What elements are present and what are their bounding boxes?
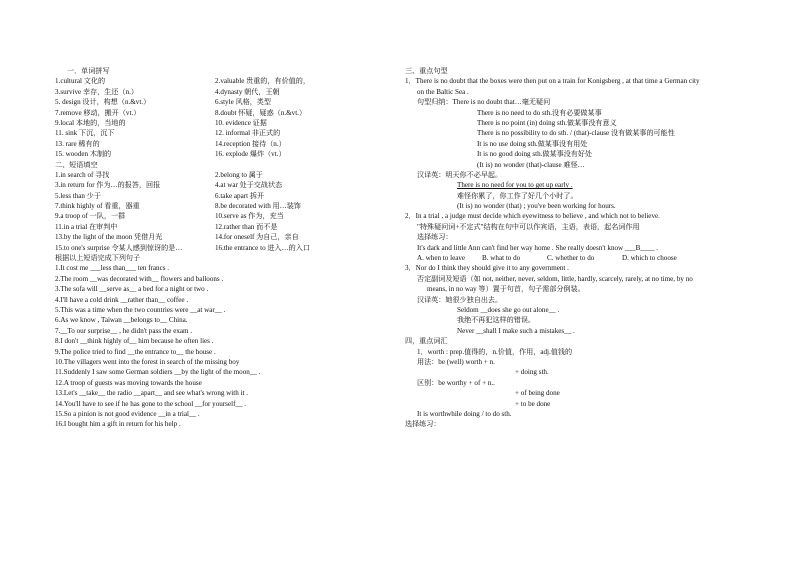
fill-sentence: 13.Let's __take__ the radio __apart__ and see what's wrong with it . — [55, 389, 249, 398]
vocab-item: 12. informal 非正式的 — [215, 129, 281, 138]
worth-difference-3: + to be done — [515, 399, 551, 408]
vocab-item: 16. explode 爆炸（vt.） — [215, 150, 286, 159]
vocab-row — [55, 76, 385, 86]
vocab-item: 4.dynasty 朝代，王朝 — [215, 87, 280, 96]
pattern3-rule-cont: means, in no way 等）置于句首，句子需部分倒装。 — [427, 285, 585, 294]
pattern3-sentence: 3．Nor do I think they should give it to any government . — [405, 264, 569, 273]
option-b: B. what to do — [482, 254, 521, 263]
phrase-item: 15.to one's surprise 令某人感到惊讶的是… — [55, 243, 183, 252]
vocab-row — [55, 108, 385, 118]
option-a: A. when to leave — [417, 254, 466, 263]
phrase-row — [55, 211, 385, 221]
phrase-item: 12.rather than 而不是 — [215, 222, 278, 231]
pattern2-options — [405, 253, 775, 263]
fill-sentence: 4.I'll have a cold drink __rather than__ coffee . — [55, 295, 189, 304]
phrase-item: 5.less than 少于 — [55, 191, 101, 200]
worth-usage: 用法：be (well) worth + n. — [417, 357, 495, 366]
phrase-row — [55, 222, 385, 232]
fill-sentence: 12.A troop of guests was moving towards the house — [55, 378, 202, 387]
vocabulary-list — [55, 76, 385, 159]
vocab-item: 1.cultural 文化的 — [55, 77, 106, 86]
option-d: D. which to choose — [622, 254, 677, 263]
phrase-item: 16.the entrance to 进入…的入口 — [215, 243, 310, 252]
vocab-item: 8.doubt 怀疑，疑惑（n.&vt.） — [215, 108, 307, 117]
pattern3-answer1: Seldom __does she go out alone__ . — [457, 305, 560, 314]
vocab-item: 11. sink 下沉，沉下 — [55, 129, 115, 138]
phrase-row — [55, 170, 385, 180]
vocab-item: 9.local 本地的，当地的 — [55, 118, 126, 127]
pattern1-sentence-cont: on the Baltic Sea . — [417, 87, 469, 96]
option-c: C. whether to do — [547, 254, 595, 263]
pattern-item: There is no need to do sth.没有必要做某事 — [477, 108, 602, 117]
phrase-row — [55, 232, 385, 242]
fill-sentence: 15.So a pinion is not good evidence __in a trial__ . — [55, 409, 200, 418]
phrase-row — [55, 243, 385, 253]
pattern-item: (It is) no wonder (that)-clause 难怪… — [477, 160, 585, 169]
vocab-row — [55, 128, 385, 138]
phrase-row — [55, 201, 385, 211]
vocab-item: 5. design 设计，构想（n.&vt.） — [55, 98, 151, 107]
worthwhile-usage: It is worthwhile doing / to do sth. — [417, 409, 512, 418]
fill-sentence: 8.I don't __think highly of__ him because he often lies . — [55, 337, 214, 346]
left-column — [55, 66, 385, 430]
phrase-item: 9.a troop of 一队，一群 — [55, 212, 126, 221]
pattern3-answer2: Never __shall I make such a mistakes__ . — [457, 326, 575, 335]
phrase-item: 4.at war 处于交战状态 — [215, 181, 283, 190]
pattern1-answer2: (It is) no wonder (that) ; you've been working for hours. — [457, 202, 616, 211]
phrase-list — [55, 170, 385, 253]
pattern-item: There is no point (in) doing sth.做某事没有意义 — [477, 118, 617, 127]
phrase-item: 1.in search of 寻找 — [55, 170, 110, 179]
sentence-list — [55, 263, 385, 429]
pattern3-rule: 否定副词及短语（如 not, neither, never, seldom, little, hardly, scarcely, rarely, at no time, by no — [417, 274, 693, 283]
phrase-item: 6.take apart 拆开 — [215, 191, 265, 200]
fill-sentence: 9.The police tried to find __the entrance to__ the house . — [55, 347, 216, 356]
vocab-item: 2.valuable 贵重的，有价值的， — [215, 77, 310, 86]
fill-sentence: 5.This was a time when the two countries were __at war__ . — [55, 305, 226, 314]
section-title-key-vocabulary: 四，重点词汇 — [405, 337, 448, 346]
pattern1-translate-prompt2: 难怪你累了，你工作了好几个小时了。 — [457, 191, 578, 200]
pattern2-exercise-label: 选择练习： — [417, 233, 453, 242]
fill-sentence: 10.The villagers went into the forest in search of the missing boy — [55, 357, 240, 366]
section-title-vocabulary: 一．单词拼写 — [67, 67, 110, 75]
vocab-item: 10. evidence 证据 — [215, 118, 267, 127]
worth-difference-2: + of being done — [515, 389, 560, 398]
pattern3-translate-prompt2: 我绝不再犯这样的错误。 — [457, 316, 536, 325]
pattern2-structure: "特殊疑问词+不定式"结构在句中可以作宾语，主语，表语，起名词作用 — [417, 222, 640, 231]
phrase-item: 10.serve as 作为，充当 — [215, 212, 284, 221]
phrase-item: 3.in return for 作为…的报答，回报 — [55, 181, 161, 190]
vocab-item: 14.reception 接待（n.） — [215, 139, 286, 148]
right-column — [405, 66, 775, 430]
vocab-row — [55, 149, 385, 159]
vocab-row — [55, 87, 385, 97]
vocab-row — [55, 139, 385, 149]
worth-difference: 区别：be worthy + of + n.. — [417, 378, 495, 387]
pattern2-sentence: 2．In a trial , a judge must decide which eyewitness to believe , and which not to believe. — [405, 212, 660, 221]
fill-sentence: 6.As we know , Taiwan __belongs to__ China. — [55, 316, 188, 325]
phrase-item: 14.for oneself 为自己，亲自 — [215, 233, 299, 242]
worth-usage-2: + doing sth. — [515, 368, 549, 377]
vocab-row — [55, 97, 385, 107]
section-title-sentence-patterns: 三、重点句型 — [405, 67, 448, 75]
pattern1-summary: 句型归纳：There is no doubt that…毫无疑问 — [417, 98, 551, 107]
exercise-label: 选择练习： — [405, 420, 441, 429]
pattern-item: There is no possibility to do sth. / (that)-clause 没有做某事的可能性 — [477, 129, 675, 138]
vocab-item: 13. rare 稀有的 — [55, 139, 100, 148]
phrase-item: 11.in a trial 在审判中 — [55, 222, 118, 231]
section-title-phrases: 二、短语填空 — [55, 160, 98, 169]
fill-sentence: 11.Suddenly I saw some German soldiers __by the light of the moon__ . — [55, 368, 261, 377]
fill-sentence: 16.I bought him a gift in return for his help . — [55, 420, 181, 429]
fill-sentence: 7.__To our surprise__ , he didn't pass the exam . — [55, 326, 193, 335]
pattern1-translate-prompt: 汉译英：明天你不必早起。 — [417, 170, 503, 179]
phrase-row — [55, 180, 385, 190]
pattern1-answer1: There is no need for you to get up early . — [457, 181, 573, 190]
phrase-item: 13.by the light of the moon 凭借月光 — [55, 233, 163, 242]
pattern3-translate-prompt: 汉译英：她很少独自出去。 — [417, 295, 503, 304]
vocab-item: 3.survive 幸存，生还（n.） — [55, 87, 138, 96]
vocab-item: 15. wooden 木制的 — [55, 150, 112, 159]
phrase-item: 8.be decorated with 用…装饰 — [215, 202, 301, 211]
pattern1-sentence: 1．There is no doubt that the boxes were then put on a train for Konigsberg , at that time a German city — [405, 77, 700, 86]
fill-sentence: 14.You'll have to see if he has gone to the school __for yourself__ . — [55, 399, 247, 408]
fill-sentence: 3.The sofa will __serve as__ a bed for a night or two . — [55, 285, 209, 294]
fill-instructions: 根据以上短语完成下列句子 — [55, 254, 141, 263]
vocab-row — [55, 118, 385, 128]
phrase-row — [55, 191, 385, 201]
vocab-item: 7.remove 移动，搬开（vt.） — [55, 108, 141, 117]
pattern-item: It is no good doing sth.做某事没有好处 — [477, 150, 593, 159]
vocab-item: 6.style 风格，类型 — [215, 98, 271, 107]
pattern2-question: It's dark and little Ann can't find her way home . She really doesn't know ___B____ . — [417, 243, 659, 252]
fill-sentence: 1.It cost me ___less than___ ten francs . — [55, 264, 170, 273]
phrase-item: 7.think highly of 看重，器重 — [55, 202, 140, 211]
phrase-item: 2.belong to 属于 — [215, 170, 263, 179]
fill-sentence: 2.The room __was decorated with__ flowers and balloons . — [55, 274, 224, 283]
pattern-item: It is no use doing sth.做某事没有用处 — [477, 139, 588, 148]
worth-definition: 1．worth : prep.值得的，n.价值，作用，adj.值钱的 — [417, 347, 573, 356]
pattern1-list — [405, 108, 775, 170]
